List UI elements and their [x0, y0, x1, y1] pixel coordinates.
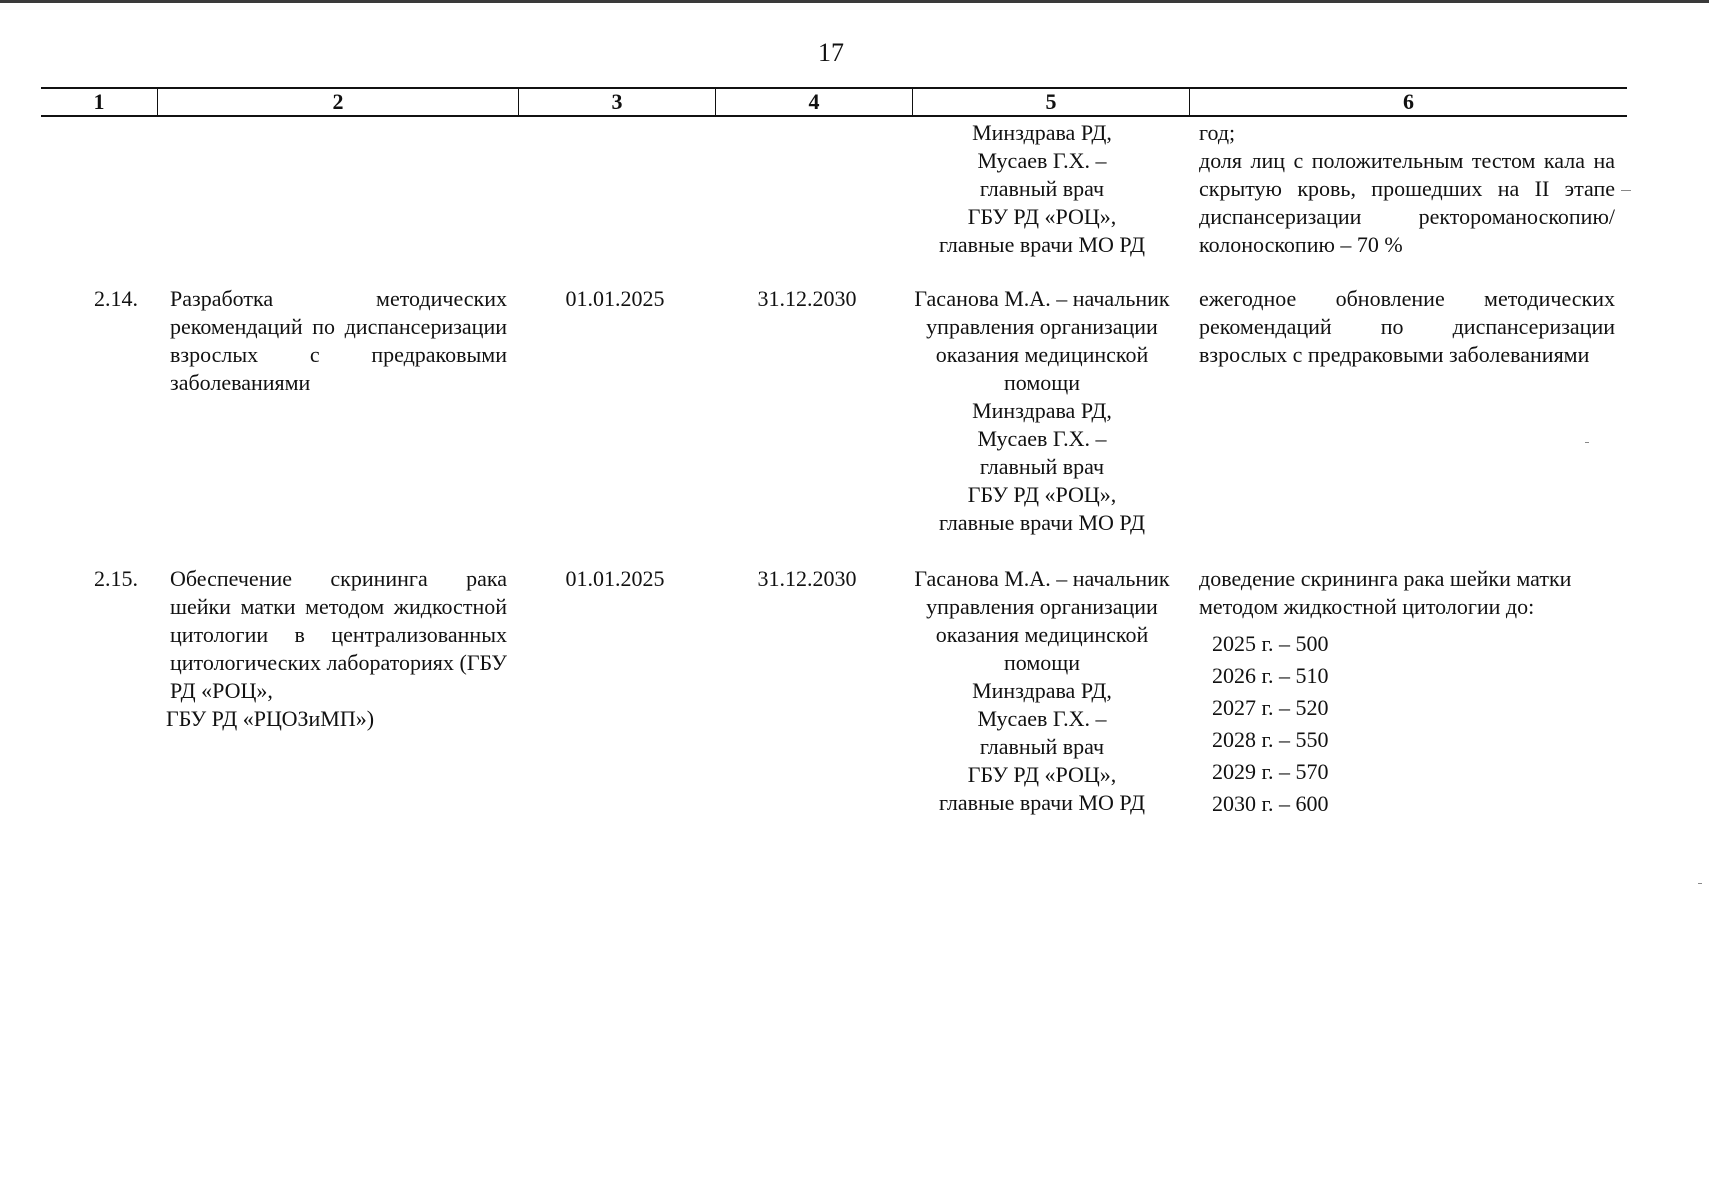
page-number: 17 — [818, 38, 844, 67]
responsible-line: ГБУ РД «РОЦ», — [967, 482, 1117, 507]
indicator-text: доведение скрининга рака шейки матки методом жидкостной цитологии до: — [1199, 566, 1572, 619]
yearly-target: 2028 г. – 550 — [1212, 727, 1329, 752]
responsible-line: главные врачи МО РД — [938, 790, 1145, 815]
column-header-2: 2 — [157, 89, 518, 115]
responsible-line: Мусаев Г.Х. – — [977, 706, 1107, 731]
responsible-line: Мусаев Г.Х. – — [977, 148, 1107, 173]
column-header-6: 6 — [1189, 89, 1627, 115]
responsible-line: Гасанова М.А. – начальник управления организации оказания медицинской помощи — [914, 286, 1170, 395]
responsible-line: главные врачи МО РД — [938, 232, 1145, 257]
responsible-line: Минздрава РД, — [972, 120, 1112, 145]
responsible-line: главный врач — [979, 734, 1105, 759]
task-text: Обеспечение скрининга рака шейки матки методом жидкостной цитологии в централизованных цитологических лабораториях (ГБУ РД «РОЦ», — [170, 566, 507, 703]
responsible-line: ГБУ РД «РОЦ», — [967, 204, 1117, 229]
yearly-target: 2030 г. – 600 — [1212, 791, 1329, 816]
scan-speck — [1585, 442, 1589, 443]
yearly-target: 2029 г. – 570 — [1212, 759, 1329, 784]
responsible-line: ГБУ РД «РОЦ», — [967, 762, 1117, 787]
scan-speck — [1621, 190, 1631, 191]
row-number: 2.15. — [94, 566, 138, 591]
indicator-text: ежегодное обновление методических рекомендаций по диспансеризации взрослых с предраковыми заболеваниями — [1199, 286, 1615, 367]
start-date: 01.01.2025 — [565, 286, 665, 311]
yearly-target: 2025 г. – 500 — [1212, 631, 1329, 656]
responsible-line: Минздрава РД, — [972, 678, 1112, 703]
scan-speck — [1698, 883, 1702, 884]
yearly-target: 2027 г. – 520 — [1212, 695, 1329, 720]
responsible-line: главный врач — [979, 176, 1105, 201]
responsible-persons — [909, 565, 1175, 817]
end-date: 31.12.2030 — [757, 286, 857, 311]
task-description — [166, 565, 507, 733]
column-header-3: 3 — [518, 89, 715, 115]
column-header-1: 1 — [93, 89, 105, 114]
yearly-target: 2026 г. – 510 — [1212, 663, 1329, 688]
responsible-line: Гасанова М.А. – начальник управления организации оказания медицинской помощи — [914, 566, 1170, 675]
column-header-4: 4 — [715, 89, 912, 115]
row-number: 2.14. — [94, 286, 138, 311]
responsible-line: Минздрава РД, — [972, 398, 1112, 423]
task-text-tail: ГБУ РД «РЦОЗиМП») — [166, 706, 375, 731]
continuation-responsible — [912, 119, 1172, 259]
responsible-line: главный врач — [979, 454, 1105, 479]
table-header-row — [41, 87, 1627, 117]
yearly-targets-list — [1212, 628, 1462, 820]
continuation-indicator: год; доля лиц с положительным тестом кала на скрытую кровь, прошедших на II этапе диспансеризации ректороманоскопию/колоноскопию – 70 % — [1199, 120, 1615, 257]
responsible-line: Мусаев Г.Х. – — [977, 426, 1107, 451]
start-date: 01.01.2025 — [565, 566, 665, 591]
scan-top-edge — [0, 0, 1709, 3]
end-date: 31.12.2030 — [757, 566, 857, 591]
task-description: Разработка методических рекомендаций по диспансеризации взрослых с предраковыми заболеваниями — [170, 286, 507, 395]
responsible-persons — [909, 285, 1175, 537]
responsible-line: главные врачи МО РД — [938, 510, 1145, 535]
column-header-5: 5 — [912, 89, 1189, 115]
